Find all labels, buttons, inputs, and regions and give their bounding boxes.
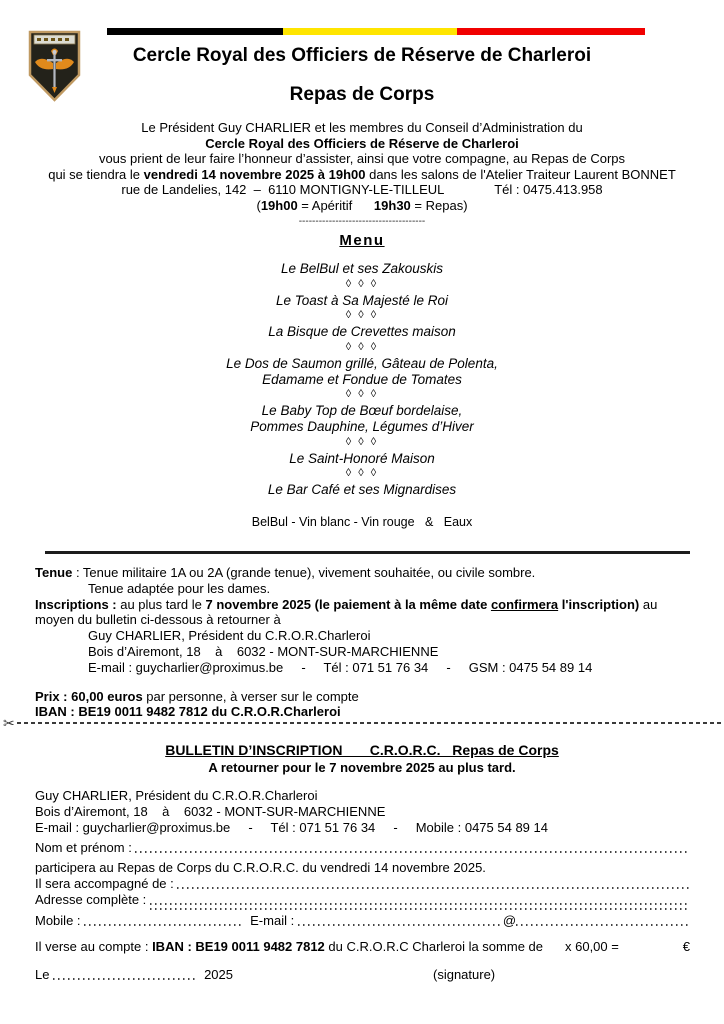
page-subtitle: Repas de Corps — [289, 84, 435, 105]
contact-line: Guy CHARLIER, Président du C.R.O.R.Charleroi — [35, 788, 318, 803]
participation-row — [35, 860, 690, 876]
registration-form — [35, 840, 690, 983]
menu-item: Edamame et Fondue de Tomates — [262, 371, 462, 387]
drinks-line: BelBul - Vin blanc - Vin rouge & Eaux — [251, 514, 473, 529]
small-dash-divider: -------------------------------------- — [298, 215, 426, 227]
email-fill-line — [298, 924, 503, 926]
contact-line: Bois d’Airemont, 18 à 6032 - MONT-SUR-MARCHIENNE — [35, 804, 386, 819]
accompanied-fill-line — [177, 887, 690, 889]
tenue-line: Tenue : Tenue militaire 1A ou 2A (grande tenue), vivement souhaitée, ou civile sombre. — [35, 565, 536, 580]
cut-here-line — [0, 715, 724, 731]
menu-separator: ◊ ◊ ◊ — [345, 435, 379, 448]
date-year: 2025 — [204, 967, 233, 982]
payment-formula: x 60,00 = — [565, 939, 619, 954]
menu-heading: Menu — [339, 232, 385, 249]
info-section — [35, 565, 690, 720]
contact-line: E-mail : guycharlier@proximus.be - Tél : 071 51 76 34 - GSM : 0475 54 89 14 — [88, 659, 593, 675]
at-sign: @ — [502, 913, 517, 928]
menu-separator: ◊ ◊ ◊ — [345, 467, 379, 480]
bulletin-subtitle: A retourner pour le 7 novembre 2025 au plus tard. — [208, 760, 516, 775]
address-label: Adresse complète : — [35, 892, 150, 907]
menu-separator: ◊ ◊ ◊ — [345, 340, 379, 353]
address-fill-line — [150, 903, 690, 905]
flag-yellow-stripe — [283, 28, 457, 35]
payment-row — [35, 939, 690, 955]
mobile-label: Mobile : — [35, 913, 85, 928]
menu-separator: ◊ ◊ ◊ — [345, 388, 379, 401]
menu-item: Le Dos de Saumon grillé, Gâteau de Polenta, — [226, 355, 498, 371]
flag-red-stripe — [457, 28, 645, 35]
menu-item: Le BelBul et ses Zakouskis — [280, 261, 444, 276]
name-field-row — [35, 840, 690, 856]
contact-line: E-mail : guycharlier@proximus.be - Tél : 071 51 76 34 - Mobile : 0475 54 89 14 — [35, 820, 548, 835]
intro-line-address: rue de Landelies, 142 – 6110 MONTIGNY-LE-TILLEUL Tél : 0475.413.958 — [121, 182, 603, 198]
payment-text: Il verse au compte : — [35, 939, 153, 954]
menu-item: Le Baby Top de Bœuf bordelaise, — [261, 403, 463, 419]
dashed-cut-rule — [17, 722, 722, 724]
tenue-line2: Tenue adaptée pour les dames. — [88, 580, 271, 596]
intro-line-schedule: (19h00 = Apéritif 19h30 = Repas) — [256, 197, 468, 213]
menu-item: Le Bar Café et ses Mignardises — [267, 482, 457, 498]
invitation-intro — [12, 120, 712, 228]
bulletin-contact — [35, 788, 690, 836]
intro-line: Le Président Guy CHARLIER et les membres du Conseil d’Administration du — [141, 120, 583, 135]
menu-item: Le Toast à Sa Majesté le Roi — [275, 292, 449, 308]
accompanied-label: Il sera accompagné de : — [35, 876, 178, 891]
name-label: Nom et prénom : — [35, 840, 136, 855]
intro-line-date: qui se tiendra le vendredi 14 novembre 2025 à 19h00 dans les salons de l'Atelier Traiteur Laurent BONNET — [48, 166, 676, 182]
email-domain-fill-line — [516, 924, 690, 926]
accompanied-field-row — [35, 876, 690, 892]
email-label: E-mail : — [250, 913, 298, 928]
horizontal-rule — [45, 551, 690, 554]
date-signature-row — [35, 967, 690, 983]
participation-text: participera au Repas de Corps du C.R.O.R.C. du vendredi 14 novembre 2025. — [35, 860, 486, 875]
intro-line: vous prient de leur faire l’honneur d’assister, ainsi que votre compagne, au Repas de Corps — [98, 151, 626, 167]
belgian-flag-bar — [107, 28, 645, 35]
scissors-icon: ✂ — [3, 715, 15, 731]
price-line: Prix : 60,00 euros par personne, à verser sur le compte — [35, 688, 359, 704]
date-label: Le — [35, 967, 54, 982]
mobile-fill-line — [84, 924, 244, 926]
page-title: Cercle Royal des Officiers de Réserve de Charleroi — [132, 45, 592, 66]
euro-sign: € — [682, 939, 690, 954]
intro-line-club-bold: Cercle Royal des Officiers de Réserve de Charleroi — [205, 135, 519, 151]
contact-line: Guy CHARLIER, Président du C.R.O.R.Charleroi — [88, 628, 371, 644]
iban-line: IBAN : BE19 0011 9482 7812 du C.R.O.R.Charleroi — [35, 704, 341, 720]
name-fill-line — [135, 851, 690, 853]
inscriptions-paragraph: Inscriptions : au plus tard le 7 novembre 2025 (le paiement à la même date confirmera l'inscription) au moyen du bulletin ci-dessous à retourner à — [35, 596, 661, 628]
payment-iban: IBAN : BE19 0011 9482 7812 — [152, 939, 325, 954]
bulletin-title: BULLETIN D’INSCRIPTION C.R.O.R.C. Repas de Corps — [165, 742, 559, 758]
menu-item: Pommes Dauphine, Légumes d’Hiver — [250, 418, 474, 434]
flag-black-stripe — [107, 28, 283, 35]
address-fill-line-2 — [150, 908, 690, 910]
menu-section — [12, 232, 712, 529]
payment-text-post: du C.R.O.R.C Charleroi la somme de — [324, 939, 543, 954]
menu-item: Le Saint-Honoré Maison — [289, 450, 435, 466]
menu-separator: ◊ ◊ ◊ — [345, 309, 379, 322]
signature-label: (signature) — [433, 967, 496, 982]
menu-separator: ◊ ◊ ◊ — [345, 277, 379, 290]
address-field-row — [35, 892, 690, 908]
menu-item: La Bisque de Crevettes maison — [268, 324, 456, 340]
date-fill-line — [53, 978, 198, 980]
mobile-email-row — [35, 913, 690, 929]
contact-line: Bois d’Airemont, 18 à 6032 - MONT-SUR-MARCHIENNE — [88, 643, 439, 659]
